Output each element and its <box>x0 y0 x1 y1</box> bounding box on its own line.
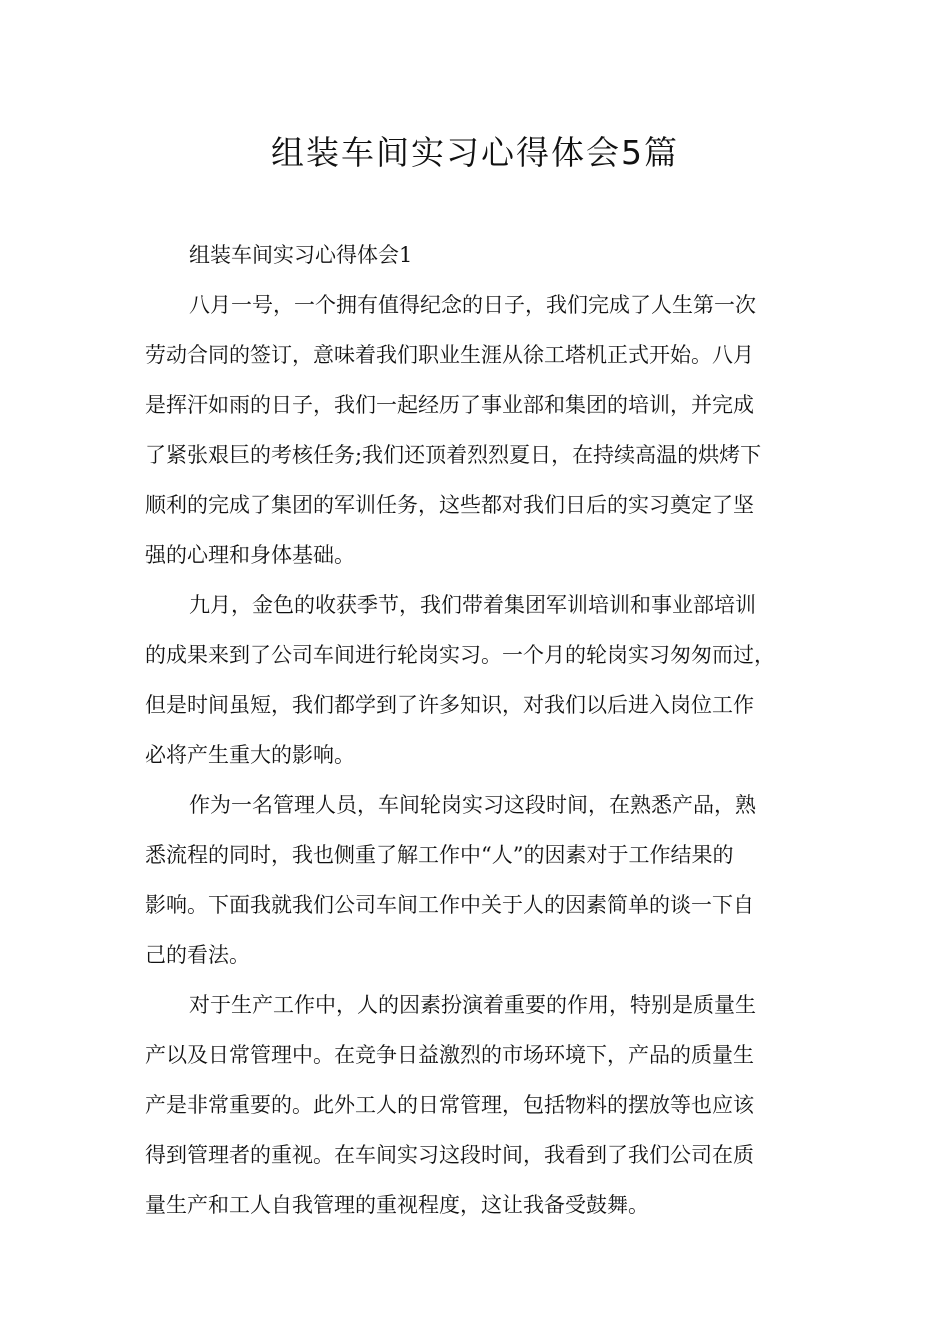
text-line: 悉流程的同时，我也侧重了解工作中“人”的因素对于工作结果的 <box>145 843 734 867</box>
text-line: 量生产和工人自我管理的重视程度，这让我备受鼓舞。 <box>145 1193 649 1217</box>
document-title: 组装车间实习心得体会5篇 <box>271 133 679 172</box>
text-line: 对于生产工作中，人的因素扮演着重要的作用，特别是质量生 <box>189 993 756 1017</box>
text-line: 是挥汗如雨的日子，我们一起经历了事业部和集团的培训，并完成 <box>145 393 754 417</box>
text-line: 作为一名管理人员，车间轮岗实习这段时间，在熟悉产品，熟 <box>189 793 756 817</box>
paragraph-1 <box>145 280 817 580</box>
text-line: 但是时间虽短，我们都学到了许多知识，对我们以后进入岗位工作 <box>145 693 754 717</box>
text-line: 产是非常重要的。此外工人的日常管理，包括物料的摆放等也应该 <box>145 1093 754 1117</box>
text-line: 影响。下面我就我们公司车间工作中关于人的因素简单的谈一下自 <box>145 893 754 917</box>
paragraph-3 <box>145 780 817 980</box>
paragraph-4 <box>145 980 817 1230</box>
text-line: 得到管理者的重视。在车间实习这段时间，我看到了我们公司在质 <box>145 1143 754 1167</box>
document-body <box>145 230 817 1230</box>
text-line: 强的心理和身体基础。 <box>145 543 355 567</box>
paragraph-2 <box>145 580 817 780</box>
text-line: 产以及日常管理中。在竞争日益激烈的市场环境下，产品的质量生 <box>145 1043 754 1067</box>
text-line: 己的看法。 <box>145 943 250 967</box>
text-line: 必将产生重大的影响。 <box>145 743 355 767</box>
section-heading: 组装车间实习心得体会1 <box>189 243 413 267</box>
text-line: 八月一号，一个拥有值得纪念的日子，我们完成了人生第一次 <box>189 293 756 317</box>
text-line: 劳动合同的签订，意味着我们职业生涯从徐工塔机正式开始。八月 <box>145 343 754 367</box>
text-line: 的成果来到了公司车间进行轮岗实习。一个月的轮岗实习匆匆而过， <box>145 643 775 667</box>
text-line: 了紧张艰巨的考核任务;我们还顶着烈烈夏日，在持续高温的烘烤下 <box>145 443 762 467</box>
text-line: 九月，金色的收获季节，我们带着集团军训培训和事业部培训 <box>189 593 756 617</box>
text-line: 顺利的完成了集团的军训任务，这些都对我们日后的实习奠定了坚 <box>145 493 754 517</box>
